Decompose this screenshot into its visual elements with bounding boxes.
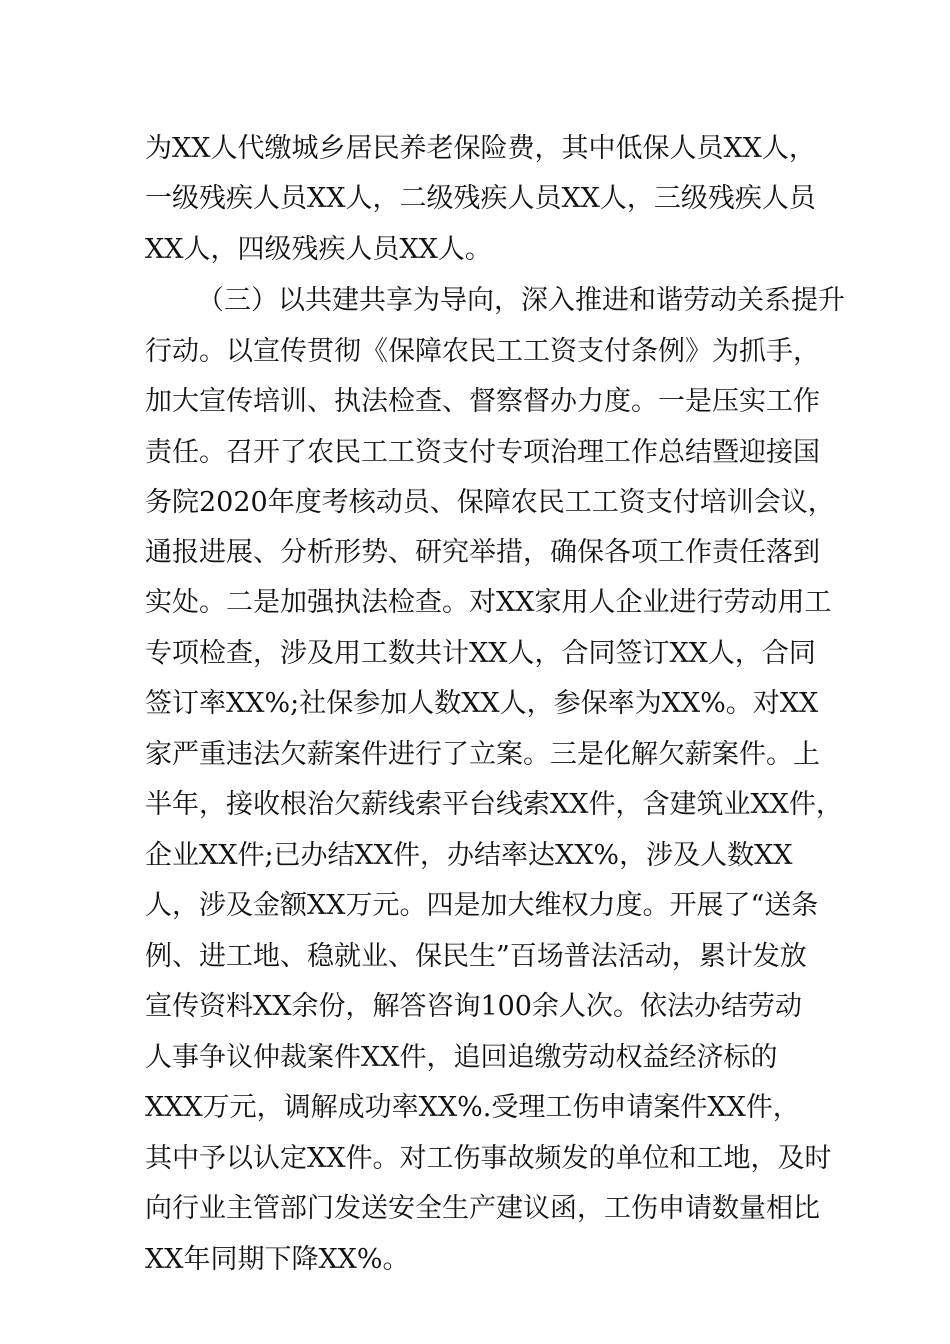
text-line: 签订率XX%;社保参加人数XX人，参保率为XX%。对XX (145, 688, 819, 719)
text-line: 责任。召开了农民工工资支付专项治理工作总结暨迎接国 (145, 437, 820, 468)
text-line: 人，涉及金额XX万元。四是加大维权力度。开展了“送条 (145, 890, 819, 921)
text-line: 企业XX件;已办结XX件，办结率达XX%，涉及人数XX (145, 840, 793, 871)
text-line: 通报进展、分析形势、研究举措，确保各项工作责任落到 (145, 537, 820, 568)
text-line: 向行业主管部门发送安全生产建议函，工伤申请数量相比 (145, 1193, 820, 1224)
text-line: 半年，接收根治欠薪线索平台线索XX件，含建筑业XX件， (145, 789, 843, 820)
text-line: 家严重违法欠薪案件进行了立案。三是化解欠薪案件。上 (145, 739, 820, 770)
text-line: 实处。二是加强执法检查。对XX家用人企业进行劳动用工 (145, 587, 832, 618)
text-line: 专项检查，涉及用工数共计XX人，合同签订XX人，合同 (145, 638, 816, 669)
text-line: 行动。以宣传贯彻《保障农民工工资支付条例》为抓手， (145, 336, 820, 367)
text-line: 例、进工地、稳就业、保民生”百场普法活动，累计发放 (145, 941, 807, 972)
text-line: 人事争议仲裁案件XX件，追回追缴劳动权益经济标的 (145, 1042, 778, 1073)
text-line: 一级残疾人员XX人，二级残疾人员XX人，三级残疾人员 (145, 183, 816, 214)
text-line: 宣传资料XX余份，解答咨询100余人次。依法办结劳动 (145, 991, 802, 1022)
text-line: 加大宣传培训、执法检查、督察督办力度。一是压实工作 (145, 386, 820, 417)
text-line: 为XX人代缴城乡居民养老保险费，其中低保人员XX人， (145, 133, 816, 164)
text-line: XX年同期下降XX%。 (145, 1244, 410, 1275)
text-line: 务院2020年度考核动员、保障农民工工资支付培训会议， (145, 487, 835, 518)
text-line: XXX万元，调解成功率XX%.受理工伤申请案件XX件， (145, 1092, 800, 1123)
section-heading-line: （三）以共建共享为导向，深入推进和谐劳动关系提升 (197, 285, 845, 316)
text-line: 其中予以认定XX件。对工伤事故频发的单位和工地，及时 (145, 1143, 832, 1174)
text-line: XX人，四级残疾人员XX人。 (145, 234, 492, 265)
